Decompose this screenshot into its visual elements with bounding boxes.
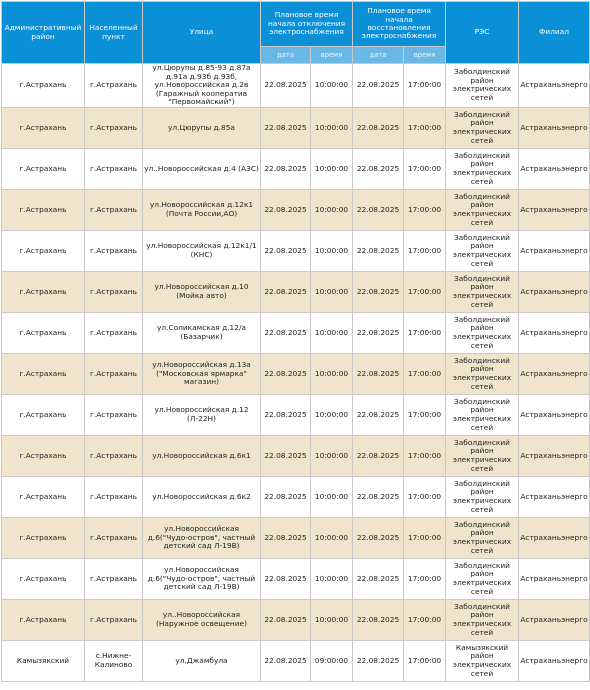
cell-locality: г.Астрахань [85,230,143,271]
cell-street: ул.Соликамская д.12/а (Базарчик) [143,312,261,353]
cell-off-time: 10:00:00 [311,517,353,558]
cell-on-date: 22.08.2025 [353,312,404,353]
cell-street: ул.Цюрупы д.85-93 д.87а д.91а д.93б д.93б, ул.Новороссийская д.2в (Гаражный кооператив "Первомайский") [143,64,261,108]
header-on-date: дата [353,47,404,64]
cell-district: г.Астрахань [2,517,85,558]
cell-on-date: 22.08.2025 [353,230,404,271]
cell-street: ул.Новороссийская д.13а ("Московская ярмарка" магазин) [143,353,261,394]
cell-branch: Астраханьэнерго [519,353,590,394]
table-body [2,64,590,682]
cell-on-date: 22.08.2025 [353,271,404,312]
cell-on-time: 17:00:00 [404,599,446,640]
cell-off-date: 22.08.2025 [261,517,311,558]
cell-off-time: 09:00:00 [311,640,353,681]
cell-off-time: 10:00:00 [311,64,353,108]
cell-branch: Астраханьэнерго [519,558,590,599]
cell-off-date: 22.08.2025 [261,394,311,435]
cell-off-time: 10:00:00 [311,148,353,189]
table-row [2,476,590,517]
cell-res: Камызякский район электрических сетей [446,640,519,681]
cell-on-date: 22.08.2025 [353,64,404,108]
cell-res: Заболдинский район электрических сетей [446,353,519,394]
cell-on-time: 17:00:00 [404,64,446,108]
outage-table [1,1,590,682]
table-header [2,2,590,64]
cell-off-date: 22.08.2025 [261,64,311,108]
cell-on-time: 17:00:00 [404,271,446,312]
cell-on-time: 17:00:00 [404,558,446,599]
cell-on-date: 22.08.2025 [353,189,404,230]
cell-locality: г.Астрахань [85,558,143,599]
cell-off-time: 10:00:00 [311,353,353,394]
header-district: Административный район [2,2,85,64]
cell-off-time: 10:00:00 [311,230,353,271]
cell-res: Заболдинский район электрических сетей [446,107,519,148]
header-planned-off: Плановое время начала отключения электроснабжения [261,2,353,47]
cell-on-time: 17:00:00 [404,435,446,476]
cell-locality: г.Астрахань [85,476,143,517]
header-off-time: время [311,47,353,64]
cell-on-time: 17:00:00 [404,353,446,394]
cell-branch: Астраханьэнерго [519,476,590,517]
cell-branch: Астраханьэнерго [519,189,590,230]
cell-res: Заболдинский район электрических сетей [446,476,519,517]
cell-off-time: 10:00:00 [311,476,353,517]
cell-off-date: 22.08.2025 [261,435,311,476]
cell-district: г.Астрахань [2,312,85,353]
cell-res: Заболдинский район электрических сетей [446,148,519,189]
cell-street: ул.Новороссийская д.12 (Л-22Н) [143,394,261,435]
cell-branch: Астраханьэнерго [519,640,590,681]
cell-on-time: 17:00:00 [404,640,446,681]
cell-street: ул..Новороссийская д.4 (АЗС) [143,148,261,189]
cell-district: г.Астрахань [2,189,85,230]
cell-res: Заболдинский район электрических сетей [446,558,519,599]
cell-district: г.Астрахань [2,353,85,394]
cell-on-date: 22.08.2025 [353,353,404,394]
header-planned-on: Плановое время начала восстановления электроснабжения [353,2,446,47]
cell-street: ул.Цюрупы д.85а [143,107,261,148]
cell-locality: г.Астрахань [85,312,143,353]
cell-on-date: 22.08.2025 [353,517,404,558]
cell-res: Заболдинский район электрических сетей [446,435,519,476]
cell-street: ул.Новороссийская д.12к1/1 (КНС) [143,230,261,271]
cell-on-date: 22.08.2025 [353,148,404,189]
cell-locality: г.Астрахань [85,148,143,189]
table-row [2,394,590,435]
cell-street: ул.Новороссийская д.10 (Мойка авто) [143,271,261,312]
cell-on-date: 22.08.2025 [353,599,404,640]
header-res: РЭС [446,2,519,64]
cell-locality: г.Астрахань [85,394,143,435]
cell-off-date: 22.08.2025 [261,312,311,353]
cell-res: Заболдинский район электрических сетей [446,599,519,640]
header-branch: Филиал [519,2,590,64]
cell-off-time: 10:00:00 [311,189,353,230]
cell-on-date: 22.08.2025 [353,394,404,435]
table-row [2,353,590,394]
cell-street: ул.Новороссийская д.6("Чудо-остров", частный детский сад Л-19В) [143,517,261,558]
cell-branch: Астраханьэнерго [519,435,590,476]
cell-on-time: 17:00:00 [404,230,446,271]
table-row [2,189,590,230]
cell-branch: Астраханьэнерго [519,599,590,640]
table-row [2,271,590,312]
cell-branch: Астраханьэнерго [519,517,590,558]
cell-district: г.Астрахань [2,148,85,189]
cell-off-time: 10:00:00 [311,599,353,640]
cell-street: ул.Новороссийская д.6к2 [143,476,261,517]
cell-res: Заболдинский район электрических сетей [446,64,519,108]
cell-locality: г.Астрахань [85,189,143,230]
table-row [2,312,590,353]
cell-res: Заболдинский район электрических сетей [446,394,519,435]
cell-street: ул..Новороссийская (Наружное освещение) [143,599,261,640]
cell-district: г.Астрахань [2,271,85,312]
table-row [2,64,590,108]
table-row [2,435,590,476]
cell-locality: г.Астрахань [85,599,143,640]
cell-locality: г.Астрахань [85,271,143,312]
cell-res: Заболдинский район электрических сетей [446,189,519,230]
header-off-date: дата [261,47,311,64]
cell-street: ул.Новороссийская д.12к1 (Почта России,АО) [143,189,261,230]
cell-branch: Астраханьэнерго [519,64,590,108]
cell-locality: с.Нижне-Калиново [85,640,143,681]
table-row [2,558,590,599]
cell-off-date: 22.08.2025 [261,148,311,189]
cell-branch: Астраханьэнерго [519,230,590,271]
cell-locality: г.Астрахань [85,64,143,108]
cell-off-date: 22.08.2025 [261,640,311,681]
table-row [2,107,590,148]
header-locality: Населенный пункт [85,2,143,64]
cell-street: ул.Новороссийская д.6к1 [143,435,261,476]
cell-district: г.Астрахань [2,476,85,517]
cell-off-date: 22.08.2025 [261,189,311,230]
cell-on-date: 22.08.2025 [353,435,404,476]
cell-on-date: 22.08.2025 [353,640,404,681]
table-row [2,599,590,640]
cell-district: г.Астрахань [2,107,85,148]
cell-off-date: 22.08.2025 [261,230,311,271]
cell-locality: г.Астрахань [85,107,143,148]
cell-off-time: 10:00:00 [311,107,353,148]
cell-res: Заболдинский район электрических сетей [446,517,519,558]
cell-district: г.Астрахань [2,394,85,435]
cell-off-date: 22.08.2025 [261,599,311,640]
cell-res: Заболдинский район электрических сетей [446,312,519,353]
cell-locality: г.Астрахань [85,353,143,394]
cell-off-time: 10:00:00 [311,558,353,599]
cell-off-date: 22.08.2025 [261,353,311,394]
cell-off-time: 10:00:00 [311,271,353,312]
cell-off-date: 22.08.2025 [261,107,311,148]
cell-branch: Астраханьэнерго [519,394,590,435]
cell-district: г.Астрахань [2,435,85,476]
cell-on-time: 17:00:00 [404,476,446,517]
table-row [2,640,590,681]
cell-district: Камызякский [2,640,85,681]
cell-branch: Астраханьэнерго [519,148,590,189]
cell-res: Заболдинский район электрических сетей [446,230,519,271]
header-on-time: время [404,47,446,64]
cell-district: г.Астрахань [2,64,85,108]
cell-on-time: 17:00:00 [404,394,446,435]
cell-on-date: 22.08.2025 [353,476,404,517]
cell-on-time: 17:00:00 [404,148,446,189]
cell-on-time: 17:00:00 [404,107,446,148]
header-street: Улица [143,2,261,64]
cell-locality: г.Астрахань [85,517,143,558]
cell-off-time: 10:00:00 [311,435,353,476]
cell-district: г.Астрахань [2,558,85,599]
cell-off-date: 22.08.2025 [261,271,311,312]
cell-off-date: 22.08.2025 [261,476,311,517]
cell-district: г.Астрахань [2,230,85,271]
cell-off-time: 10:00:00 [311,394,353,435]
cell-branch: Астраханьэнерго [519,312,590,353]
cell-locality: г.Астрахань [85,435,143,476]
cell-res: Заболдинский район электрических сетей [446,271,519,312]
table-row [2,148,590,189]
cell-on-time: 17:00:00 [404,189,446,230]
cell-on-date: 22.08.2025 [353,558,404,599]
cell-district: г.Астрахань [2,599,85,640]
cell-off-date: 22.08.2025 [261,558,311,599]
cell-street: ул.Новороссийская д.6("Чудо-остров", частный детский сад Л-19В) [143,558,261,599]
cell-branch: Астраханьэнерго [519,271,590,312]
cell-branch: Астраханьэнерго [519,107,590,148]
table-row [2,230,590,271]
cell-on-time: 17:00:00 [404,312,446,353]
table-row [2,517,590,558]
cell-on-time: 17:00:00 [404,517,446,558]
cell-street: ул.Джамбула [143,640,261,681]
cell-on-date: 22.08.2025 [353,107,404,148]
cell-off-time: 10:00:00 [311,312,353,353]
